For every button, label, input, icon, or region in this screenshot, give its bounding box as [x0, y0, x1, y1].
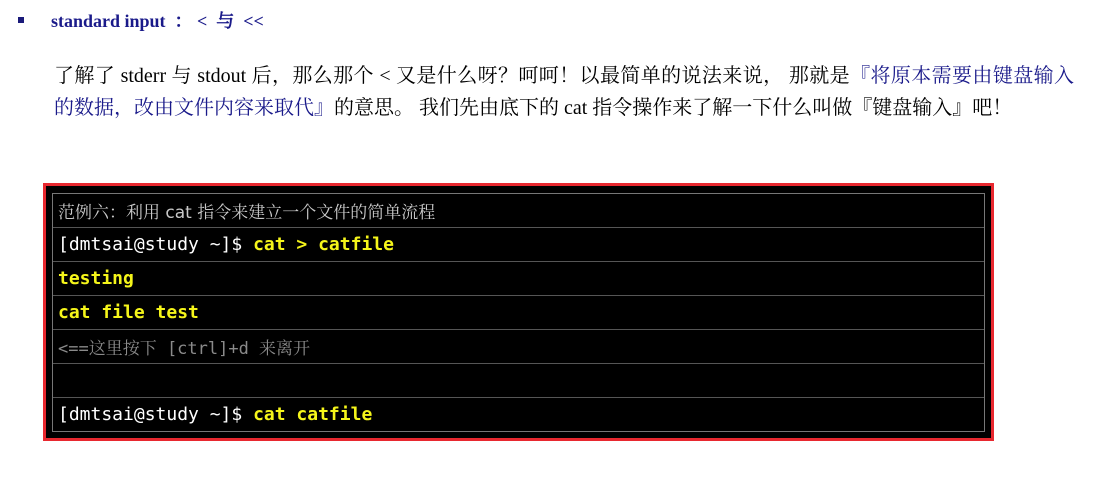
- paragraph-text-2: 的意思。 我们先由底下的 cat 指令操作来了解一下什么叫做『键盘输入』吧！: [334, 97, 1013, 119]
- shell-prompt: [dmtsai@study ~]$: [58, 404, 254, 425]
- terminal-line: [53, 398, 984, 431]
- terminal-line-empty: [53, 364, 984, 398]
- example-box: [43, 183, 994, 441]
- shell-command: cat > catfile: [253, 234, 394, 255]
- terminal-comment: <==这里按下 [ctrl]+d 来离开: [53, 330, 984, 364]
- terminal-line: [53, 228, 984, 262]
- bullet-square-icon: [18, 17, 24, 23]
- section-heading: standard input ： < 与 <<: [51, 11, 264, 31]
- shell-command: cat catfile: [253, 404, 373, 425]
- section-heading-row: [18, 6, 264, 34]
- example-table: [52, 193, 985, 432]
- paragraph-text-1: 了解了 stderr 与 stdout 后，那么那个 < 又是什么呀？呵呵！以最简单的说法来说， 那就是: [54, 65, 851, 87]
- body-paragraph: [54, 60, 1074, 124]
- terminal-line: [53, 296, 984, 330]
- paragraph-highlight: 『将原本需要由键盘输入的数据，改由文件内容来取代』: [54, 65, 1074, 119]
- shell-input: testing: [58, 268, 134, 289]
- example-title: 范例六：利用 cat 指令来建立一个文件的简单流程: [53, 194, 984, 228]
- shell-prompt: [dmtsai@study ~]$: [58, 234, 254, 255]
- shell-input: cat file test: [58, 302, 199, 323]
- terminal-line: [53, 262, 984, 296]
